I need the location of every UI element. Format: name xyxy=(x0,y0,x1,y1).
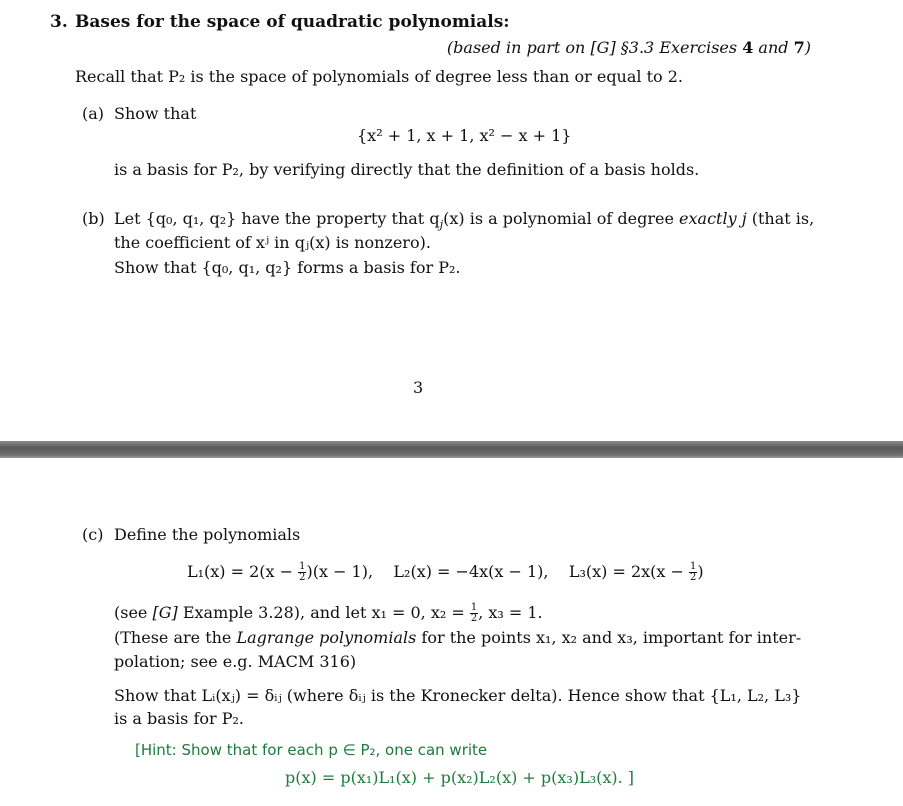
recall-text: Recall that P₂ is the space of polynomials of degree less than or equal to 2. xyxy=(75,67,684,86)
part-c-label: (c) xyxy=(82,525,104,544)
L2-definition: L₂(x) = −4x(x − 1), xyxy=(393,562,549,581)
L1-definition: L₁(x) = 2(x − $\frac{1}{2}$ )(x − 1), xyxy=(187,561,374,583)
lagrange-note-line2: polation; see e.g. MACM 316) xyxy=(114,652,357,671)
hint-line1: [Hint: Show that for each p ∈ P₂, one can write xyxy=(135,741,488,759)
emphasis-lagrange: Lagrange polynomials xyxy=(236,628,417,647)
lagrange-note-line1: (These are the Lagrange polynomials for the points x₁, x₂ and x₃, important for inter- xyxy=(114,628,802,647)
problem-source: (based in part on [G] §3.3 Exercises 4 and 7) xyxy=(446,38,811,57)
part-a-label: (a) xyxy=(82,104,105,123)
L3-definition: L₃(x) = 2x(x − $\frac{1}{2}$ ) xyxy=(568,561,704,583)
part-c-intro: Define the polynomials xyxy=(114,525,301,544)
part-c-show-line2: is a basis for P₂. xyxy=(114,709,244,728)
part-c-show-line1: Show that Lᵢ(xⱼ) = δᵢⱼ (where δᵢⱼ is the Kronecker delta). Hence show that {L₁, L₂, L₃} xyxy=(114,686,802,705)
part-a-set: {x² + 1, x + 1, x² − x + 1} xyxy=(357,126,572,145)
part-b-line1: Let {q₀, q₁, q₂} have the property that $q_j(x)$ is a polynomial of degree exactly j (that is, xyxy=(114,209,815,232)
problem-title: Bases for the space of quadratic polynomials: xyxy=(75,12,510,32)
page-break-divider xyxy=(0,441,903,458)
part-a-conclusion: is a basis for P₂, by verifying directly that the definition of a basis holds. xyxy=(114,160,700,179)
points-ref: [G] xyxy=(152,603,178,622)
part-b-line2: the coefficient of xʲ in qⱼ(x) is nonzero). xyxy=(114,233,431,252)
lagrange-definitions xyxy=(187,562,704,583)
points-definition: (see [G] Example 3.28), and let x₁ = 0, x₂ = $\frac{1}{2}$ , x₃ = 1. xyxy=(114,602,543,624)
source-ref: [G] xyxy=(590,38,616,57)
part-a-intro: Show that xyxy=(114,104,197,123)
problem-number: 3. xyxy=(50,12,68,32)
part-b-line3: Show that {q₀, q₁, q₂} forms a basis for P₂. xyxy=(114,258,461,277)
part-b-label: (b) xyxy=(82,209,105,228)
page-number: 3 xyxy=(413,378,424,397)
emphasis-exactly: exactly j xyxy=(679,209,747,228)
hint-formula: p(x) = p(x₁)L₁(x) + p(x₂)L₂(x) + p(x₃)L₃(x). ] xyxy=(285,768,635,787)
